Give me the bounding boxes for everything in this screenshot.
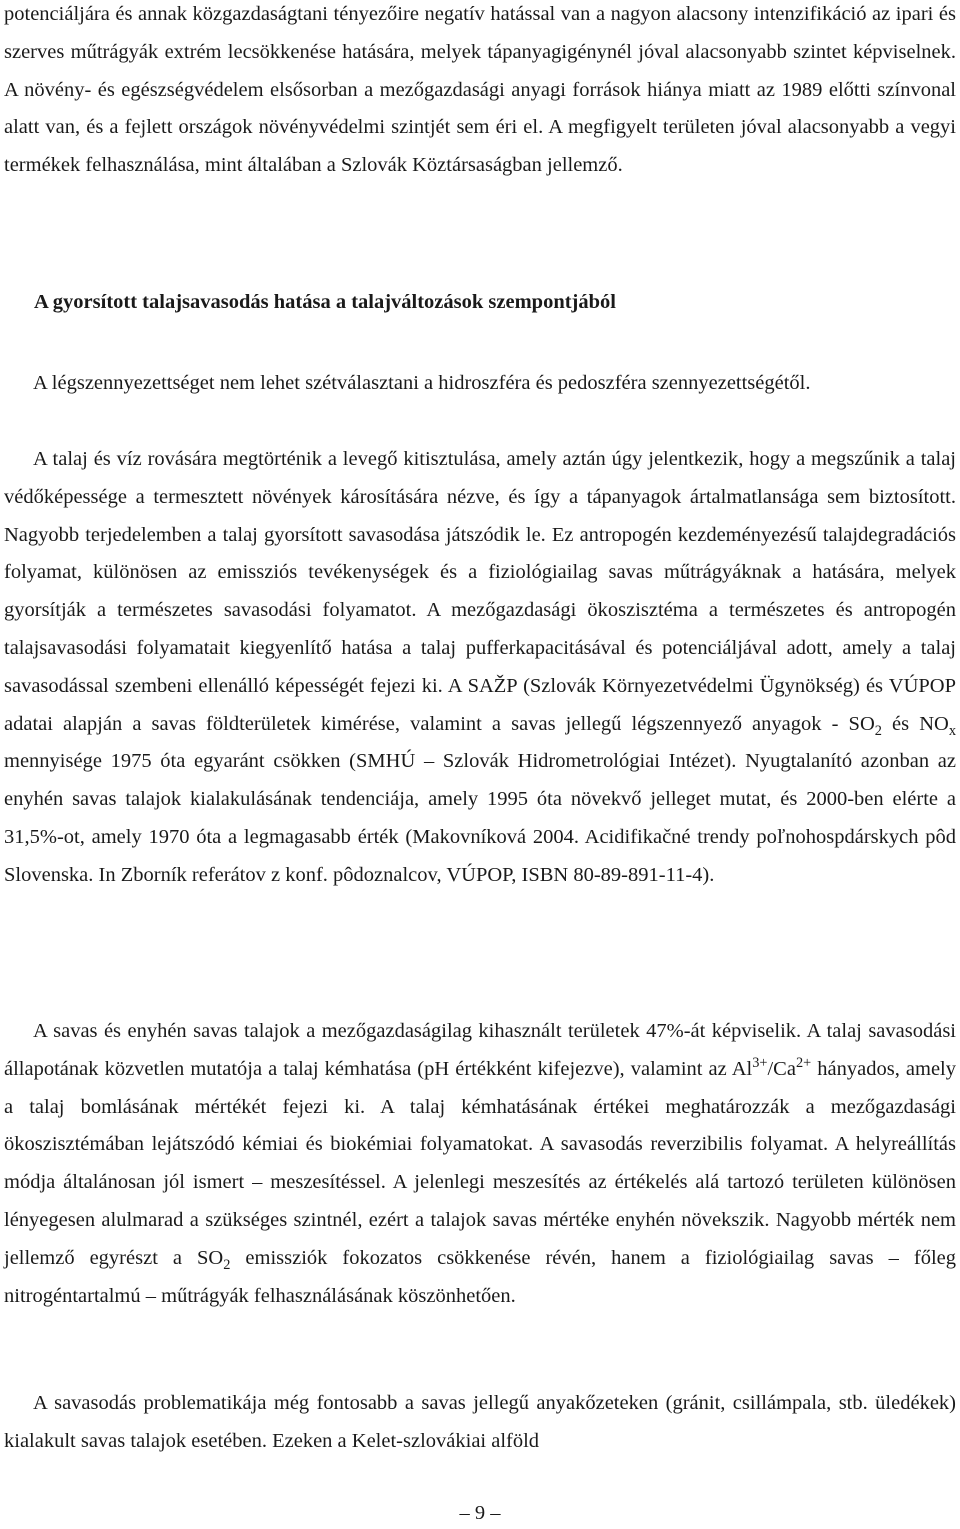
acid-soils-text-4: emissziók fokozatos csökkenése révén, hanem a fiziológiailag savas – főleg nitrogéntartalmú – műtrágyák felhasználásának köszönhetően.: [4, 1246, 956, 1307]
problem-paragraph: A savasodás problematikája még fontosabb a savas jellegű anyakőzeteken (gránit, csillámpala, stb. üledékek) kialakult savas talajok esetében. Ezeken a Kelet-szlovákiai alföld: [4, 1392, 956, 1452]
soil-water-text-1: A talaj és víz rovására megtörténik a levegő kitisztulása, amely aztán úgy jelentkezik, hogy a megszűnik a talaj védőképessége a termesztett növények károsítására nézve, és így a tápanyagok ártalmatlansága sem biztosított. Nagyobb terjedelemben a talaj gyorsított savasodása játszódik le. Ez antropogén kezdeményezésű talajdegradációs folyamat, különösen az emissziós tevékenységek és a fiziológiailag savas műtrágyáknak a hatására, melyek gyorsítják a természetes savasodási folyamatot. A mezőgazdasági ökoszisztéma a természetes és antropogén talajsavasodási folyamatait kiegyenlítő hatása a talaj pufferkapacitásával és potenciáljával adott, amely a talaj savasodással szembeni ellenálló képességét fejezi ki. A SAŽP (Szlovák Környezetvédelmi Ügynökség) és VÚPOP adatai alapján a savas földterületek kimérése, valamint a savas jellegű légszennyező anyagok - SO: [4, 448, 956, 735]
pollution-paragraph: A légszennyezettséget nem lehet szétválasztani a hidroszféra és pedoszféra szennyezettségétől.: [33, 372, 811, 394]
soil-water-text-2: és NO: [881, 712, 949, 735]
intro-paragraph: potenciáljára és annak közgazdaságtani tényezőire negatív hatással van a nagyon alacsony intenzifikáció az ipari és szerves műtrágyák extrém lecsökkenése hatására, melyek tápanyagigénynél jóval alacsonyabb szintet képviselnek. A növény- és egészségvédelem elsősorban a mezőgazdasági anyagi források hiánya miatt az 1989 előtti színvonal alatt van, és a fejlett országok növényvédelmi szintjét sem éri el. A megfigyelt területen jóval alacsonyabb a vegyi termékek felhasználása, mint általában a Szlovák Köztársaságban jellemző.: [4, 3, 956, 177]
acid-soils-text-3: hányados, amely a talaj bomlásának mértékét fejezi ki. A talaj kémhatásának értékei meghatározzák a mezőgazdasági ökoszisztémában lejátszódó kémiai és biokémiai folyamatokat. A savasodás reverzibilis folyamat. A helyreállítás módja általánosan jól ismert – meszesítéssel. A jelenlegi meszesítés az értékelés alá tartozó területen különösen lényegesen alulmarad a szükséges szintnél, ezért a talajok savas mértéke enyhén növekszik. Nagyobb mérték nem jellemző egyrészt a SO: [4, 1057, 957, 1269]
soil-water-paragraph: [4, 441, 956, 895]
al-superscript: 3+: [752, 1054, 768, 1071]
acid-soils-text-2: /Ca: [767, 1057, 796, 1080]
soil-water-text-3: mennyisége 1975 óta egyaránt csökken (SMHÚ – Szlovák Hidrometrológiai Intézet). Nyugtalanító azonban az enyhén savas talajok kialakulásának tendenciája, amely 1995 óta növekvő jelleget mutat, és 2000-ben elérte a 31,5%-ot, amely 1970 óta a legmagasabb érték (Makovníková 2004. Acidifikačné trendy poľnohospdárskych pôd Slovenska. In Zborník referátov z konf. pôdoznalcov, VÚPOP, ISBN 80-89-891-11-4).: [4, 750, 956, 886]
nox-subscript: x: [948, 722, 956, 739]
ca-superscript: 2+: [795, 1054, 812, 1071]
section-heading: A gyorsított talajsavasodás hatása a talajváltozások szempontjából: [34, 291, 616, 313]
acid-soils-text-1: A savas és enyhén savas talajok a mezőgazdaságilag kihasznált területek 47%-át képviselik. A talaj savasodási állapotának közvetlen mutatója a talaj kémhatása (pH értékként kifejezve), valamint az Al: [4, 1020, 956, 1080]
page-number: – 9 –: [459, 1502, 501, 1524]
so2-subscript: 2: [874, 722, 882, 739]
so2-subscript-2: 2: [223, 1256, 231, 1273]
acid-soils-paragraph: [4, 1013, 956, 1315]
